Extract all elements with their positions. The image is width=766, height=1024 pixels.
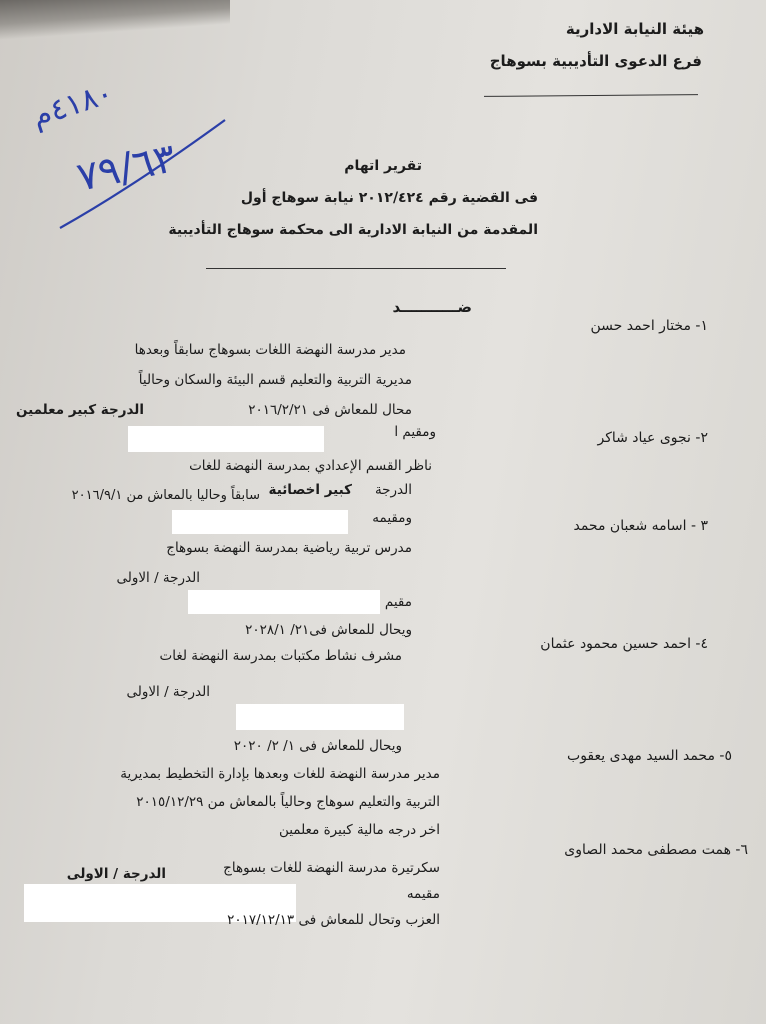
redaction-box <box>236 704 404 730</box>
defendant-5-line-2: التربية والتعليم سوهاج وحالياً بالمعاش من ٢٠١٥/١٢/٢٩ <box>136 794 440 810</box>
defendant-6-line-4: العزب وتحال للمعاش فى ٢٠١٧/١٢/١٣ <box>227 912 440 928</box>
defendant-1-line-3: محال للمعاش فى ٢٠١٦/٢/٢١ <box>248 402 412 418</box>
defendant-name-2: ٢- نجوى عياد شاكر <box>597 430 708 446</box>
defendant-5-line-1: مدير مدرسة النهضة للغات وبعدها بإدارة التخطيط بمديرية <box>120 766 440 782</box>
defendant-4-line-2: الدرجة / الاولى <box>126 684 210 700</box>
report-title: تقرير اتهام <box>344 158 422 174</box>
defendant-name-3: ٣ - اسامه شعبان محمد <box>573 518 708 534</box>
handwritten-number-2: ٧٩/٦٣ <box>72 135 180 201</box>
defendant-6-grade: الدرجة / الاولى <box>66 866 166 882</box>
redaction-box <box>128 426 324 452</box>
court-line: المقدمة من النيابة الادارية الى محكمة سوهاج التأديبية <box>168 222 538 238</box>
header-branch: فرع الدعوى التأديبية بسوهاج <box>489 52 702 70</box>
defendant-1-grade: الدرجة كبير معلمين <box>15 402 144 418</box>
defendant-3-line-1: مدرس تربية رياضية بمدرسة النهضة بسوهاج <box>166 540 412 556</box>
redaction-box <box>172 510 348 534</box>
defendant-3-line-3: مقيم <box>384 594 412 610</box>
defendant-1-line-2: مديرية التربية والتعليم قسم البيئة والسكان وحالياً <box>138 372 412 388</box>
defendant-name-4: ٤- احمد حسين محمود عثمان <box>540 636 708 652</box>
header-org: هيئة النيابة الادارية <box>565 20 704 38</box>
defendant-2-line-1: ناظر القسم الإعدادي بمدرسة النهضة للغات <box>189 458 432 474</box>
defendant-2-line-5: ومقيمه <box>372 510 412 526</box>
defendant-2-line-2: الدرجة <box>374 482 412 498</box>
case-number-line: فى القضية رقم ٢٠١٢/٤٢٤ نيابة سوهاج أول <box>240 190 538 206</box>
defendant-5-line-3: اخر درجه مالية كبيرة معلمين <box>278 822 440 838</box>
redaction-box <box>188 590 380 614</box>
defendant-1-line-5: ومقيم ا <box>394 424 436 440</box>
defendant-1-line-1: مدير مدرسة النهضة اللغات بسوهاج سابقاً وبعدها <box>134 342 406 358</box>
defendant-name-6: ٦- همت مصطفى محمد الصاوى <box>564 842 748 858</box>
defendant-name-1: ١- مختار احمد حسن <box>590 318 708 334</box>
header-underline <box>484 94 698 97</box>
defendant-2-grade: كبير اخصائية <box>268 482 352 498</box>
defendant-6-line-3: مقيمه <box>406 886 440 902</box>
page-shadow <box>0 0 230 40</box>
defendant-2-line-4: سابقاً وحاليا بالمعاش من ٢٠١٦/٩/١ <box>71 488 260 503</box>
title-underline <box>206 268 506 269</box>
defendant-3-line-2: الدرجة / الاولى <box>116 570 200 586</box>
defendant-name-5: ٥- محمد السيد مهدى يعقوب <box>567 748 732 764</box>
handwritten-annotation <box>20 50 260 240</box>
defendant-4-line-1: مشرف نشاط مكتبات بمدرسة النهضة لغات <box>159 648 402 664</box>
defendant-6-line-1: سكرتيرة مدرسة النهضة للغات بسوهاج <box>223 860 440 876</box>
handwritten-number-1: ٤١٨٠م <box>27 75 118 135</box>
defendant-4-line-4: ويحال للمعاش فى ١/ ٢/ ٢٠٢٠ <box>233 738 402 754</box>
defendant-3-line-4: ويحال للمعاش فى٢١/ ٢٠٢٨/١ <box>245 622 412 638</box>
against-label: ضـــــــــــد <box>392 298 472 316</box>
